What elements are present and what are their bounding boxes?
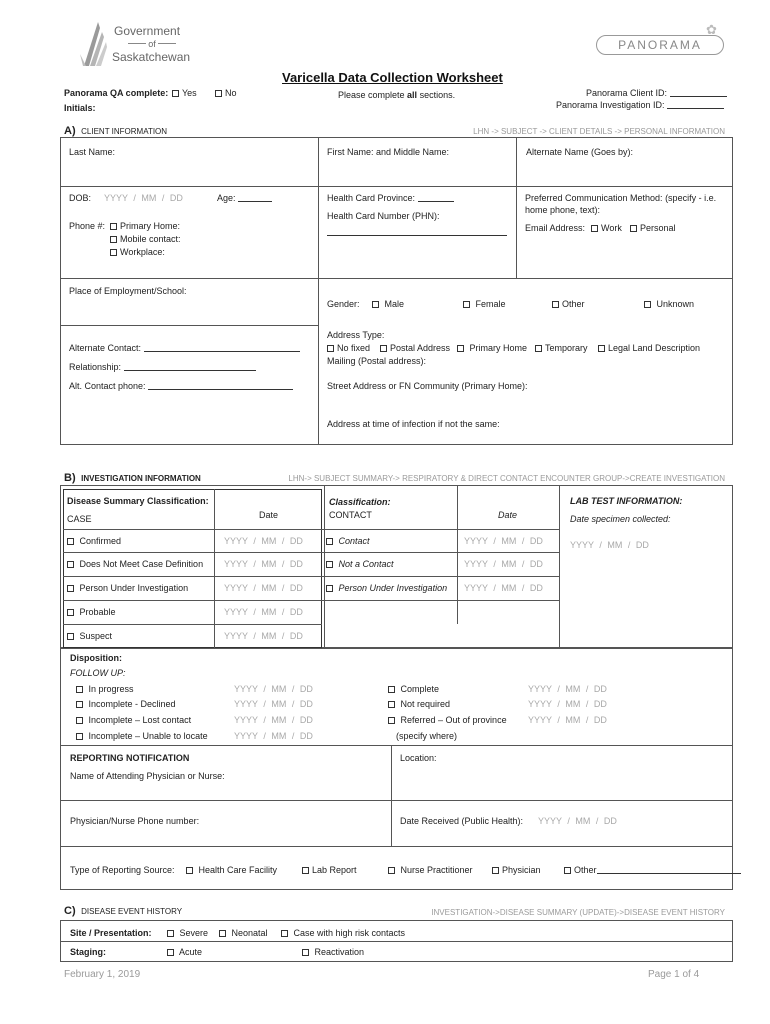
fu-label: Incomplete - Declined xyxy=(88,699,176,709)
src-lab-option[interactable] xyxy=(302,865,357,875)
phone-mobile[interactable] xyxy=(110,234,181,244)
fu-declined-option[interactable] xyxy=(76,699,176,709)
addr-legal-label: Legal Land Description xyxy=(608,343,701,353)
subtitle-post: sections. xyxy=(417,90,456,100)
hc-number-field[interactable] xyxy=(327,227,507,236)
gender-unknown-label: Unknown xyxy=(656,299,695,309)
fu-lost-contact-option[interactable] xyxy=(76,715,191,725)
section-b-heading xyxy=(64,472,201,484)
checkbox[interactable] xyxy=(388,701,395,708)
checkbox[interactable] xyxy=(326,538,333,545)
case-confirmed-option[interactable] xyxy=(67,536,121,546)
addr-postal-option[interactable] xyxy=(380,343,450,353)
subtitle-pre: Please complete xyxy=(338,90,408,100)
date-received-label: Date Received (Public Health): xyxy=(400,816,524,826)
dsc-case-label: CASE xyxy=(67,514,92,524)
fu-not-required-option[interactable] xyxy=(388,699,450,709)
alt-contact-field[interactable] xyxy=(69,343,300,353)
checkbox[interactable] xyxy=(630,225,637,232)
high-risk-label: Case with high risk contacts xyxy=(293,928,406,938)
checkbox[interactable] xyxy=(372,301,379,308)
qa-no-label: No xyxy=(225,88,237,98)
divider xyxy=(60,941,733,942)
staging-label: Staging: xyxy=(70,947,106,957)
fu-label: In progress xyxy=(88,684,134,694)
alt-phone-field[interactable] xyxy=(69,381,293,391)
neonatal-option[interactable] xyxy=(219,928,268,938)
fu-referred-option[interactable] xyxy=(388,715,507,725)
phys-phone-label: Physician/Nurse Phone number: xyxy=(70,816,200,826)
section-c-letter: C) xyxy=(64,905,76,917)
saskatchewan-logo-icon xyxy=(76,20,110,70)
src-label: Physician xyxy=(502,865,541,875)
case-row-label: Person Under Investigation xyxy=(79,583,189,593)
street-label: Street Address or FN Community (Primary Home): xyxy=(327,381,528,391)
checkbox[interactable] xyxy=(215,90,222,97)
gender-female-option[interactable] xyxy=(463,299,506,309)
gov-line3: Saskatchewan xyxy=(112,50,191,64)
checkbox[interactable] xyxy=(76,717,83,724)
not-contact-option[interactable] xyxy=(326,559,394,569)
fu-date-field[interactable]: YYYY / MM / DD xyxy=(528,699,607,709)
contact-row-label: Contact xyxy=(338,536,370,546)
addr-temp-label: Temporary xyxy=(545,343,588,353)
alt-name-label: Alternate Name (Goes by): xyxy=(526,147,634,157)
contact-option[interactable] xyxy=(326,536,370,546)
hc-province-label: Health Card Province: xyxy=(327,193,416,203)
case-row-label: Suspect xyxy=(79,631,113,641)
fu-label: Referred – Out of province xyxy=(400,715,507,725)
checkbox[interactable] xyxy=(167,930,174,937)
address-type-label: Address Type: xyxy=(327,330,385,340)
case-suspect-option[interactable] xyxy=(67,631,112,641)
contact-pui-option[interactable] xyxy=(326,583,447,593)
place-employment-label: Place of Employment/School: xyxy=(69,286,187,296)
src-physician-option[interactable] xyxy=(492,865,541,875)
checkbox[interactable] xyxy=(326,585,333,592)
checkbox[interactable] xyxy=(76,733,83,740)
case-date-field[interactable]: YYYY / MM / DD xyxy=(224,607,303,617)
email-label: Email Address: xyxy=(525,223,586,233)
severe-option[interactable] xyxy=(167,928,208,938)
acute-option[interactable] xyxy=(167,947,202,957)
checkbox[interactable] xyxy=(388,867,395,874)
checkbox[interactable] xyxy=(302,949,309,956)
subtitle xyxy=(338,90,455,100)
checkbox[interactable] xyxy=(186,867,193,874)
subtitle-bold: all xyxy=(407,90,418,100)
email-personal-label: Personal xyxy=(640,223,676,233)
last-name-label: Last Name: xyxy=(69,147,116,157)
relationship-label: Relationship: xyxy=(69,362,122,372)
reactivation-label: Reactivation xyxy=(314,947,365,957)
src-label: Health Care Facility xyxy=(198,865,278,875)
gov-line2 xyxy=(116,39,188,49)
divider xyxy=(60,325,318,326)
gender-other-option[interactable] xyxy=(552,299,585,309)
divider xyxy=(318,137,319,445)
relationship-field[interactable] xyxy=(69,362,256,372)
first-name-label: First Name: and Middle Name: xyxy=(327,147,450,157)
divider xyxy=(60,278,733,279)
fu-in-progress-option[interactable] xyxy=(76,684,134,694)
contact-date-field[interactable]: YYYY / MM / DD xyxy=(464,583,543,593)
checkbox[interactable] xyxy=(598,345,605,352)
checkbox[interactable] xyxy=(76,686,83,693)
addr-nofixed-label: No fixed xyxy=(337,343,371,353)
fu-date-field[interactable]: YYYY / MM / DD xyxy=(234,715,313,725)
checkbox[interactable] xyxy=(219,930,226,937)
hc-province-field[interactable] xyxy=(327,193,454,203)
divider xyxy=(60,186,733,187)
case-date-field[interactable]: YYYY / MM / DD xyxy=(224,559,303,569)
fu-date-field[interactable]: YYYY / MM / DD xyxy=(234,731,313,741)
specify-where-label: (specify where) xyxy=(396,731,458,741)
addr-postal-label: Postal Address xyxy=(390,343,451,353)
severe-label: Severe xyxy=(179,928,209,938)
checkbox[interactable] xyxy=(281,930,288,937)
checkbox[interactable] xyxy=(67,633,74,640)
checkbox[interactable] xyxy=(492,867,499,874)
checkbox[interactable] xyxy=(67,561,74,568)
checkbox[interactable] xyxy=(110,223,117,230)
age-field[interactable] xyxy=(217,193,272,203)
divider xyxy=(60,745,733,746)
alt-phone-label: Alt. Contact phone: xyxy=(69,381,146,391)
contact-date-field[interactable]: YYYY / MM / DD xyxy=(464,559,543,569)
divider xyxy=(63,600,559,601)
divider xyxy=(63,552,559,553)
checkbox[interactable] xyxy=(167,949,174,956)
contact-row-label: Not a Contact xyxy=(338,559,394,569)
checkbox[interactable] xyxy=(302,867,309,874)
pref-comm-line1: Preferred Communication Method: (specify - i.e. xyxy=(525,193,717,203)
alt-contact-label: Alternate Contact: xyxy=(69,343,142,353)
section-a-letter: A) xyxy=(64,125,76,137)
contact-row-label: Person Under Investigation xyxy=(338,583,448,593)
divider xyxy=(63,529,559,530)
checkbox[interactable] xyxy=(76,701,83,708)
fu-complete-option[interactable] xyxy=(388,684,439,694)
email-personal-option[interactable] xyxy=(630,223,676,233)
contact-date-field[interactable]: YYYY / MM / DD xyxy=(464,536,543,546)
src-label: Nurse Practitioner xyxy=(400,865,473,875)
divider xyxy=(63,624,322,625)
fu-unable-locate-option[interactable] xyxy=(76,731,208,741)
divider xyxy=(559,485,560,648)
fu-date-field[interactable]: YYYY / MM / DD xyxy=(528,684,607,694)
maple-leaf-icon: ✿ xyxy=(706,22,717,37)
case-probable-option[interactable] xyxy=(67,607,116,617)
addr-nofixed-option[interactable] xyxy=(327,343,370,353)
investigation-id-field[interactable] xyxy=(556,100,724,110)
addr-temp-option[interactable] xyxy=(535,343,588,353)
src-other-option[interactable] xyxy=(564,865,741,875)
case-row-label: Probable xyxy=(79,607,116,617)
checkbox[interactable] xyxy=(388,686,395,693)
gender-label: Gender: xyxy=(327,299,360,309)
fu-date-field[interactable]: YYYY / MM / DD xyxy=(528,715,607,725)
disposition-label: Disposition: xyxy=(70,653,122,663)
checkbox[interactable] xyxy=(67,585,74,592)
neonatal-label: Neonatal xyxy=(231,928,268,938)
location-label: Location: xyxy=(400,753,437,763)
initials-label: Initials: xyxy=(64,103,96,113)
phone-workplace[interactable] xyxy=(110,247,165,257)
gender-unknown-option[interactable] xyxy=(644,299,694,309)
checkbox[interactable] xyxy=(172,90,179,97)
qa-yes-option[interactable] xyxy=(172,88,197,98)
reactivation-option[interactable] xyxy=(302,947,364,957)
specimen-date-label: Date specimen collected: xyxy=(570,514,671,524)
section-a-nav: LHN -> SUBJECT -> CLIENT DETAILS -> PERSONAL INFORMATION xyxy=(473,127,725,136)
email-work-option[interactable] xyxy=(591,223,622,233)
fu-label: Incomplete – Unable to locate xyxy=(88,731,208,741)
phone-label: Phone #: xyxy=(69,221,106,231)
lab-test-label: LAB TEST INFORMATION: xyxy=(570,496,683,506)
src-hcf-option[interactable] xyxy=(186,865,277,875)
checkbox[interactable] xyxy=(644,301,651,308)
rep-source-label: Type of Reporting Source: xyxy=(70,865,175,875)
investigation-id-label: Panorama Investigation ID: xyxy=(556,100,665,110)
age-label: Age: xyxy=(217,193,236,203)
divider xyxy=(60,846,733,847)
specimen-date-field[interactable]: YYYY / MM / DD xyxy=(570,540,649,550)
gender-other-label: Other xyxy=(562,299,585,309)
pref-comm-line2: home phone, text): xyxy=(525,205,601,215)
checkbox[interactable] xyxy=(67,538,74,545)
hc-number-label: Health Card Number (PHN): xyxy=(327,211,440,221)
section-c-title: DISEASE EVENT HISTORY xyxy=(81,907,183,916)
checkbox[interactable] xyxy=(380,345,387,352)
divider xyxy=(516,137,517,278)
divider xyxy=(457,485,458,624)
fu-label: Incomplete – Lost contact xyxy=(88,715,192,725)
checkbox[interactable] xyxy=(110,236,117,243)
email-work-label: Work xyxy=(601,223,622,233)
dob-field[interactable]: YYYY / MM / DD xyxy=(104,193,183,203)
contact-col-label: CONTACT xyxy=(329,510,372,520)
divider xyxy=(391,745,392,846)
primary-home-label: Primary Home: xyxy=(120,221,181,231)
client-id-label: Panorama Client ID: xyxy=(586,88,668,98)
panorama-logo-text: PANORAMA xyxy=(618,38,702,52)
section-b-nav: LHN-> SUBJECT SUMMARY-> RESPIRATORY & DIRECT CONTACT ENCOUNTER GROUP->CREATE INVESTIGATION xyxy=(288,474,725,483)
fu-label: Not required xyxy=(400,699,451,709)
checkbox[interactable] xyxy=(67,609,74,616)
mailing-label: Mailing (Postal address): xyxy=(327,356,427,366)
case-row-label: Confirmed xyxy=(79,536,122,546)
date-received-field[interactable]: YYYY / MM / DD xyxy=(538,816,617,826)
section-a-heading xyxy=(64,125,167,137)
case-date-field[interactable]: YYYY / MM / DD xyxy=(224,583,303,593)
divider xyxy=(324,485,325,648)
fu-date-field[interactable]: YYYY / MM / DD xyxy=(234,684,313,694)
section-b-title: INVESTIGATION INFORMATION xyxy=(81,474,201,483)
case-pui-option[interactable] xyxy=(67,583,188,593)
follow-up-label: FOLLOW UP: xyxy=(70,668,126,678)
checkbox[interactable] xyxy=(110,249,117,256)
site-presentation-label: Site / Presentation: xyxy=(70,928,152,938)
checkbox[interactable] xyxy=(591,225,598,232)
page-title: Varicella Data Collection Worksheet xyxy=(282,70,503,85)
section-c-nav: INVESTIGATION->DISEASE SUMMARY (UPDATE)->DISEASE EVENT HISTORY xyxy=(431,908,725,917)
src-label: Other xyxy=(574,865,597,875)
addr-legal-option[interactable] xyxy=(598,343,700,353)
src-np-option[interactable] xyxy=(388,865,473,875)
dob-label: DOB: xyxy=(69,193,92,203)
qa-complete-label: Panorama QA complete: xyxy=(64,88,169,98)
dsc-label: Disease Summary Classification: xyxy=(67,496,209,506)
acute-label: Acute xyxy=(179,947,203,957)
gender-male-label: Male xyxy=(384,299,405,309)
attending-label: Name of Attending Physician or Nurse: xyxy=(70,771,225,781)
src-label: Lab Report xyxy=(312,865,357,875)
section-a-title: CLIENT INFORMATION xyxy=(81,127,168,136)
fu-label: Complete xyxy=(400,684,440,694)
gender-male-option[interactable] xyxy=(372,299,404,309)
section-b-letter: B) xyxy=(64,472,76,484)
reporting-notification-label: REPORTING NOTIFICATION xyxy=(70,753,190,763)
qa-no-option[interactable] xyxy=(215,88,237,98)
checkbox[interactable] xyxy=(463,301,470,308)
gov-line1: Government xyxy=(114,24,181,38)
footer-date: February 1, 2019 xyxy=(64,969,141,980)
checkbox[interactable] xyxy=(327,345,334,352)
infection-address-label: Address at time of infection if not the same: xyxy=(327,419,500,429)
divider xyxy=(60,800,733,801)
checkbox[interactable] xyxy=(564,867,571,874)
client-id-field[interactable] xyxy=(586,88,727,98)
qa-yes-label: Yes xyxy=(182,88,197,98)
case-date-header: Date xyxy=(259,510,279,520)
case-date-field[interactable]: YYYY / MM / DD xyxy=(224,536,303,546)
addr-primary-label: Primary Home xyxy=(469,343,528,353)
contact-date-header: Date xyxy=(498,510,518,520)
panorama-logo xyxy=(596,35,724,55)
case-row-label: Does Not Meet Case Definition xyxy=(79,559,204,569)
page-number: Page 1 of 4 xyxy=(648,969,700,980)
checkbox[interactable] xyxy=(552,301,559,308)
workplace-label: Workplace: xyxy=(120,247,165,257)
case-not-meet-option[interactable] xyxy=(67,559,203,569)
divider xyxy=(63,576,559,577)
high-risk-option[interactable] xyxy=(281,928,405,938)
mobile-label: Mobile contact: xyxy=(120,234,181,244)
fu-date-field[interactable]: YYYY / MM / DD xyxy=(234,699,313,709)
addr-primary-option[interactable] xyxy=(457,343,527,353)
phone-primary-home[interactable] xyxy=(110,221,180,231)
checkbox[interactable] xyxy=(388,717,395,724)
gender-female-label: Female xyxy=(475,299,506,309)
gov-of: of xyxy=(148,39,156,49)
checkbox[interactable] xyxy=(457,345,464,352)
classification-label: Classification: xyxy=(329,497,391,507)
section-c-heading xyxy=(64,905,182,917)
checkbox[interactable] xyxy=(326,561,333,568)
case-date-field[interactable]: YYYY / MM / DD xyxy=(224,631,303,641)
checkbox[interactable] xyxy=(535,345,542,352)
